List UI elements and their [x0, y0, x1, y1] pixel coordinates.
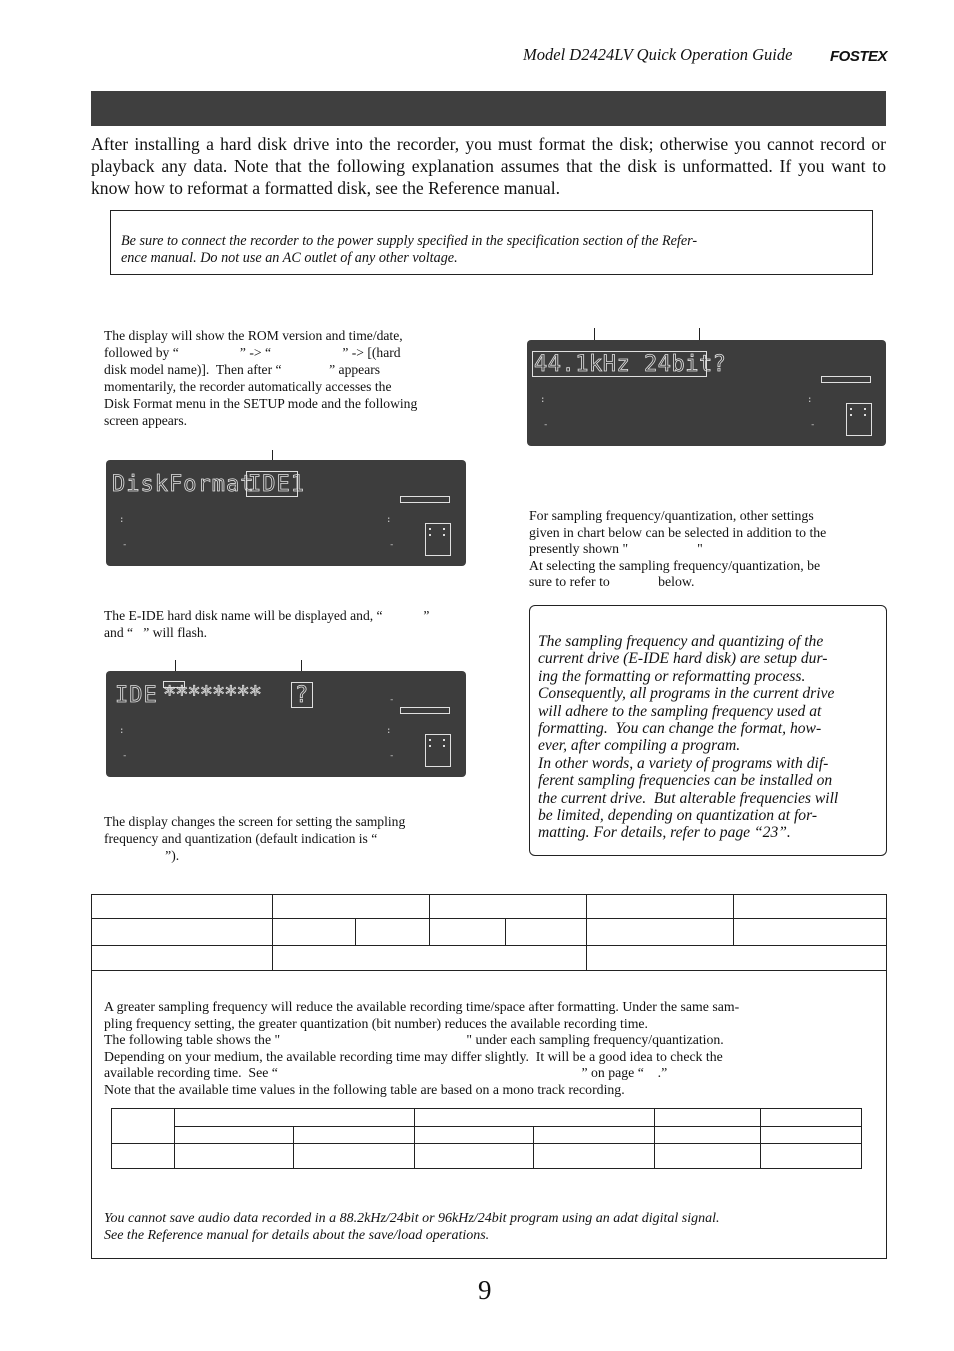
step1-line: Disk Format menu in the SETUP mode and the following: [104, 396, 418, 411]
lcd-ide-name-screen: [106, 671, 466, 777]
lcd2-disk-icon: [425, 734, 451, 767]
lcd1-boxed-value: IDE1: [248, 472, 305, 497]
lcd2-boxed-value-frame: [291, 682, 313, 708]
adat-note-line: See the Reference manual for details about the save/load operations.: [104, 1227, 490, 1243]
step2-line: The E-IDE hard disk name will be displayed and, “ ”: [104, 608, 430, 623]
step1-line: disk model name)]. Then after “ ” appears: [104, 362, 381, 377]
fostex-logo: FOSTEX: [830, 48, 888, 65]
step3-line: frequency and quantization (default indication is “: [104, 831, 378, 846]
note-line: ferent sampling frequencies can be installed on: [538, 772, 833, 790]
recording-time-line: Note that the available time values in the following table are based on a mono track recording.: [104, 1081, 625, 1097]
step2-text: [104, 607, 474, 641]
lcd1-colon-right: :: [386, 515, 392, 525]
lcd3-colon-left: :: [540, 395, 546, 405]
lcd2-dash-top: -: [389, 695, 395, 705]
note-line: will adhere to the sampling frequency used at: [538, 702, 822, 720]
step1-line: momentarily, the recorder automatically accesses the: [104, 379, 392, 394]
lcd2-colon-left: :: [119, 726, 125, 736]
step1-text: [104, 327, 474, 429]
lcd2-dash-left: -: [122, 751, 128, 761]
lcd1-dash-left: -: [122, 540, 128, 550]
lcd2-label: IDE: [115, 683, 158, 708]
lcd-sampling-screen: [527, 340, 886, 446]
step3-line: ”).: [104, 848, 180, 863]
lcd2-stars: ********: [163, 683, 261, 708]
note-line: Consequently, all programs in the current drive: [538, 685, 835, 703]
step3-line: The display changes the screen for setting the sampling: [104, 814, 406, 829]
page-number: 9: [478, 1275, 492, 1305]
recording-time-line: available recording time. See “ ” on page “ .”: [104, 1065, 668, 1081]
lcd2-dash-right: -: [389, 751, 395, 761]
lcd1-level-bar: [400, 496, 450, 503]
step1-line: screen appears.: [104, 413, 188, 428]
lcd1-dash-right: -: [389, 540, 395, 550]
recording-time-line: A greater sampling frequency will reduce the available recording time/space after formatting. Under the same sam-: [104, 999, 740, 1014]
lcd1-disk-icon: [425, 523, 451, 556]
step4-line: given in chart below can be selected in addition to the: [529, 524, 827, 540]
lcd3-boxed-value-frame: [532, 351, 727, 377]
note-line: current drive (E-IDE hard disk) are setup dur-: [538, 650, 828, 668]
recording-time-line: The following table shows the " " under each sampling frequency/quantization.: [104, 1032, 724, 1048]
lcd2-level-bar: [400, 707, 450, 714]
lcd3-value: 44.1kHz 24bit?: [534, 352, 727, 377]
lcd3-colon-right: :: [807, 395, 813, 405]
lcd2-colon-right: :: [386, 726, 392, 736]
lcd-disk-format-screen: [106, 460, 466, 566]
step4-line: sure to refer to below.: [529, 574, 695, 590]
note-line: ing the formatting or reformatting process.: [538, 667, 806, 685]
note-text: [538, 633, 884, 842]
step4-line: For sampling frequency/quantization, other settings: [529, 508, 814, 523]
guide-title: Model D2424LV Quick Operation Guide: [523, 45, 793, 64]
step3-text: [104, 813, 474, 864]
step4-line: At selecting the sampling frequency/quantization, be: [529, 557, 821, 573]
adat-note: [104, 1211, 874, 1244]
caution-text: Be sure to connect the recorder to the power supply specified in the specification section of the Refer- ence manual. Do not use an AC outlet of any other voltage.: [121, 233, 698, 266]
note-line: be limited, depending on quantization at for-: [538, 807, 818, 825]
lcd1-colon-left: :: [119, 515, 125, 525]
lcd1-title: DiskFormat: [112, 472, 255, 497]
note-line: the current drive. But alterable frequencies will: [538, 789, 839, 807]
section-title-bar: [91, 91, 886, 126]
lcd3-level-bar: [821, 376, 871, 383]
step1-line: followed by “ ” -> “ ” -> [(hard: [104, 345, 401, 360]
adat-note-line: You cannot save audio data recorded in a 88.2kHz/24bit or 96kHz/24bit program using an adat digital signal.: [104, 1211, 720, 1226]
intro-paragraph: After installing a hard disk drive into the recorder, you must format the disk; otherwise you cannot record or playback any data. Note that the following explanation assumes that the disk is unformatted. If you want to know how to reformat a formatted disk, see the Reference manual.: [91, 134, 886, 198]
lcd3-disk-icon: [846, 403, 872, 436]
lcd1-boxed-value-frame: [246, 471, 305, 497]
step4-text: [529, 508, 889, 591]
lcd2-boxed-value: ?: [295, 683, 310, 708]
step1-line: The display will show the ROM version and time/date,: [104, 328, 403, 343]
step2-line: and “ ” will flash.: [104, 625, 208, 640]
note-line: In other words, a variety of programs with dif-: [538, 754, 829, 772]
recording-time-line: Depending on your medium, the available recording time may differ slightly. It will be a good idea to check the: [104, 1048, 723, 1064]
recording-time-text: [104, 999, 879, 1099]
note-line: ever, after compiling a program.: [538, 737, 741, 755]
step4-line: presently shown " ": [529, 541, 703, 557]
lcd3-dash-right: -: [810, 420, 816, 430]
recording-time-line: pling frequency setting, the greater quantization (bit number) reduces the available recording time.: [104, 1015, 649, 1031]
lcd3-dash-left: -: [543, 420, 549, 430]
note-line: matting. For details, refer to page “23”.: [538, 824, 791, 842]
note-line: The sampling frequency and quantizing of the: [538, 633, 824, 650]
note-line: formatting. You can change the format, how-: [538, 720, 822, 738]
